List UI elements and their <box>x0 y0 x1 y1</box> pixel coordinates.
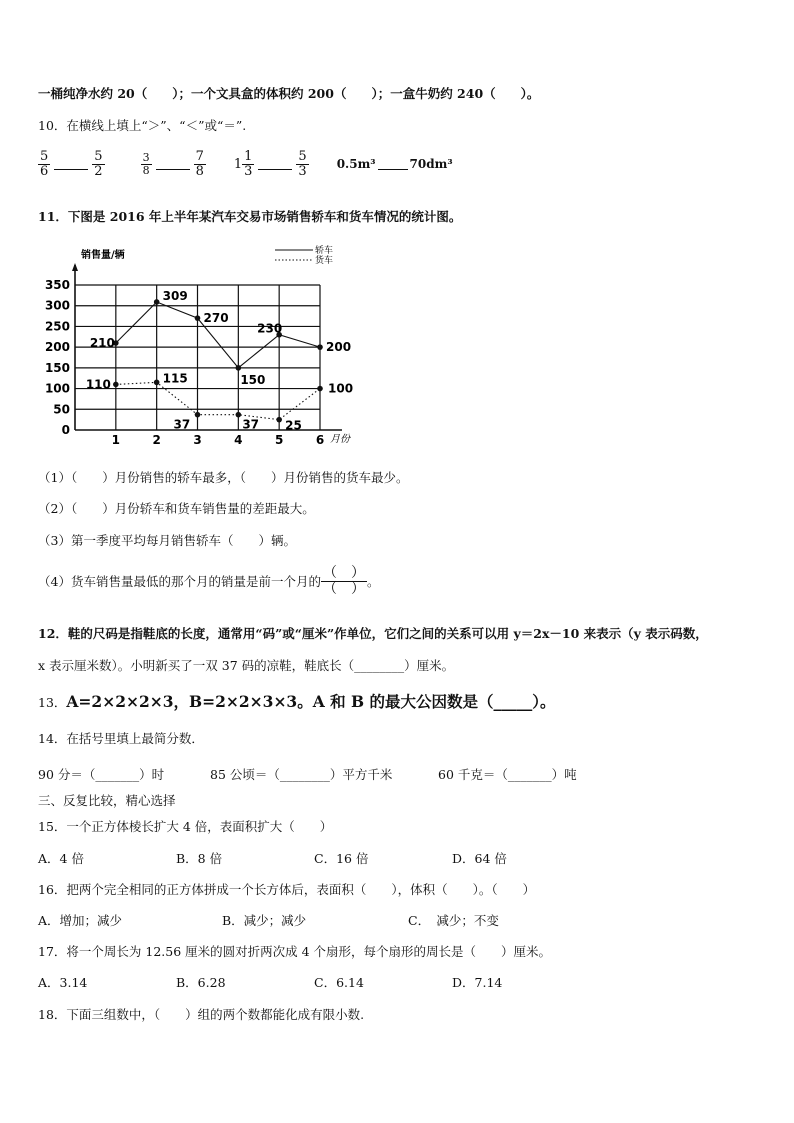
data-label: 230 <box>257 321 283 336</box>
q12-line2: x 表示厘米数）。小明新买了一双 37 码的凉鞋，鞋底长（________）厘米。 <box>38 658 455 673</box>
data-label: 110 <box>85 377 111 392</box>
q10-blank-2[interactable] <box>156 159 190 170</box>
series-line-truck <box>116 382 320 419</box>
y-tick-label: 0 <box>61 423 70 437</box>
q10-frac-2a: $\frac{3}{8}$ <box>142 151 150 177</box>
q11-sub4-text: （4）货车销售量最低的那个月的销量是前一个月的 <box>38 574 321 590</box>
legend-label: 轿车 <box>315 246 334 256</box>
q16-option-c[interactable]: C． 减少；不变 <box>408 913 499 928</box>
q14-item1: 90 分＝（_______）时 <box>38 767 165 782</box>
data-point <box>195 412 201 418</box>
x-axis-label: 月份 <box>330 434 350 445</box>
y-axis-label: 销售量/辆 <box>81 250 125 261</box>
q10-vol-left: 0.5m³ <box>336 157 376 172</box>
data-point <box>154 299 160 305</box>
q17-option-a[interactable]: A．3.14 <box>38 975 88 990</box>
q18-text: 18．下面三组数中，（ ）组的两个数都能化成有限小数. <box>38 1007 365 1022</box>
q10-frac-1b: $\frac{5}{2}$ <box>94 149 103 179</box>
q10-frac-1a: $\frac{5}{6}$ <box>40 149 49 179</box>
q13-text: A=2×2×2×3，B=2×2×3×3。A 和 B 的最大公因数是（_____）。 <box>66 692 556 711</box>
data-point <box>317 344 323 350</box>
q9-tail-text: 一桶纯净水约 20（ ）；一个文具盒的体积约 200（ ）；一盒牛奶约 240（ ）。 <box>38 86 540 101</box>
legend-label: 货车 <box>315 256 334 266</box>
q10-frac-3a: $\frac{1}{3}$ <box>244 149 253 179</box>
chart-legend <box>275 244 333 266</box>
q11-sub2: （2）（ ）月份轿车和货车销售量的差距最大。 <box>38 501 315 516</box>
x-tick-label: 3 <box>193 433 202 447</box>
q15-option-a[interactable]: A．4 倍 <box>38 851 84 866</box>
data-label: 25 <box>285 418 302 433</box>
q16-option-b[interactable]: B．减少；减少 <box>222 913 307 928</box>
q17-text: 17．将一个周长为 12.56 厘米的圆对折两次成 4 个扇形，每个扇形的周长是（ ）厘米。 <box>38 944 552 959</box>
q11-line-chart <box>35 240 375 450</box>
q17-option-b[interactable]: B．6.28 <box>176 975 226 990</box>
q10-blank-1[interactable] <box>54 159 88 170</box>
data-point <box>276 417 282 423</box>
data-label: 309 <box>162 288 188 303</box>
q10-mixed-whole: 1 <box>233 156 243 172</box>
data-point <box>154 380 160 386</box>
y-tick-label: 300 <box>44 298 70 313</box>
q10-blank-4[interactable] <box>378 159 408 170</box>
q11-sub4-end: 。 <box>366 574 380 590</box>
q15-option-b[interactable]: B．8 倍 <box>176 851 223 866</box>
x-tick-label: 6 <box>315 433 325 447</box>
data-point <box>317 386 323 392</box>
q15-option-c[interactable]: C．16 倍 <box>314 851 369 866</box>
q11-sub4-fraction[interactable]: $\frac{( )}{( )}$ <box>322 565 365 597</box>
y-tick-label: 150 <box>44 360 70 375</box>
q14-item2: 85 公顷＝（________）平方千米 <box>210 767 393 782</box>
x-tick-label: 4 <box>234 433 243 447</box>
q13 <box>38 690 556 712</box>
q11-title: 11．下图是 2016 年上半年某汽车交易市场销售轿车和货车情况的统计图。 <box>38 209 462 224</box>
q11-sub4 <box>38 566 379 596</box>
q10-title: 10．在横线上填上“＞”、“＜”或“＝”. <box>38 118 247 133</box>
q13-number: 13． <box>38 695 67 710</box>
data-label: 210 <box>89 336 115 350</box>
q10-frac-2b: $\frac{7}{8}$ <box>195 149 204 179</box>
data-label: 37 <box>173 417 191 432</box>
data-point <box>236 365 242 371</box>
q10-blank-3[interactable] <box>258 159 292 170</box>
data-point <box>195 315 201 321</box>
y-tick-label: 250 <box>44 319 70 334</box>
x-tick-label: 1 <box>111 433 121 447</box>
q10-frac-3b: $\frac{5}{3}$ <box>298 149 307 179</box>
y-tick-label: 350 <box>44 278 70 292</box>
q14-item3: 60 千克＝（_______）吨 <box>438 767 577 782</box>
chart-data-labels <box>86 289 353 433</box>
data-point <box>113 382 119 388</box>
x-tick-label: 2 <box>152 433 161 447</box>
y-tick-label: 50 <box>53 402 70 417</box>
q10-vol-right: 70dm³ <box>409 157 453 172</box>
q14-title: 14．在括号里填上最简分数． <box>38 731 204 746</box>
q10-comparisons <box>38 150 453 178</box>
q15-text: 15．一个正方体棱长扩大 4 倍，表面积扩大（ ） <box>38 819 333 834</box>
q16-option-a[interactable]: A．增加；减少 <box>38 913 123 928</box>
y-tick-label: 200 <box>44 340 70 355</box>
q15-option-d[interactable]: D．64 倍 <box>452 851 507 866</box>
q12-line1: 12．鞋的尺码是指鞋底的长度，通常用“码”或“厘米”作单位，它们之间的关系可以用 y＝2x－10 来表示（y 表示码数， <box>38 626 708 641</box>
q16-text: 16．把两个完全相同的正方体拼成一个长方体后，表面积（ ），体积（ ）。（ ） <box>38 882 536 897</box>
q11-sub3: （3）第一季度平均每月销售轿车（ ）辆。 <box>38 533 296 548</box>
q17-option-c[interactable]: C．6.14 <box>314 975 364 990</box>
q17-option-d[interactable]: D．7.14 <box>452 975 503 990</box>
data-label: 200 <box>326 340 352 355</box>
data-point <box>236 412 242 418</box>
data-label: 37 <box>242 417 260 432</box>
data-label: 150 <box>240 372 266 387</box>
y-tick-label: 100 <box>44 381 70 396</box>
q11-sub1: （1）（ ）月份销售的轿车最多，（ ）月份销售的货车最少。 <box>38 470 409 485</box>
section-3-heading: 三、反复比较，精心选择 <box>38 793 176 808</box>
data-label: 115 <box>162 371 188 386</box>
x-tick-label: 5 <box>274 433 284 447</box>
y-axis-arrow <box>72 263 78 271</box>
data-label: 270 <box>203 311 229 326</box>
data-label: 100 <box>328 381 354 396</box>
